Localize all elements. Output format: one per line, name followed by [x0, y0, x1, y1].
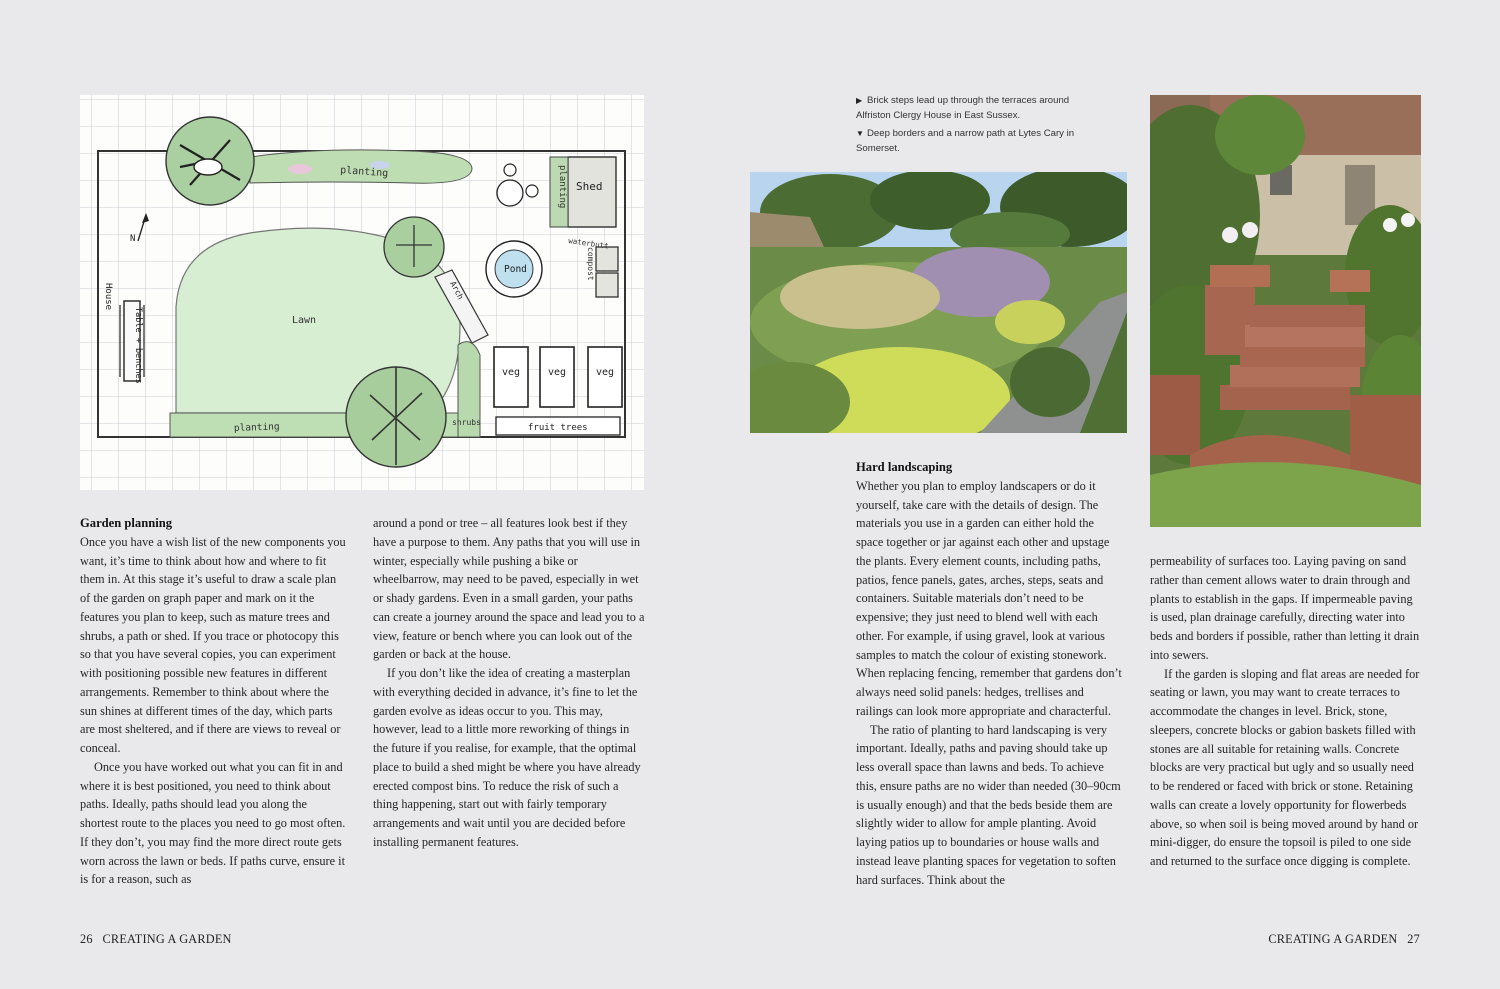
label-fruit-trees: fruit trees [528, 423, 588, 433]
paragraph: permeability of surfaces too. Laying paving on sand rather than cement allows water to drain through and plants to establish in the gaps. If impermeable paving is used, plan drainage carefully, directing water into beds and borders if possible, rather than letting it drain into sewers. [1150, 554, 1420, 662]
paragraph: If you don’t like the idea of creating a masterplan with everything decided in advance, it’s fine to let the garden evolve as ideas occur to you. This may, however, lead to a little more reworking of things in the future if you realise, for example, that the optimal place to build a shed might be where you have already erected compost bins. To reduce the risk of such a thing happening, start out with fairly temporary arrangements and wait until you are decided before installing permanent features. [373, 666, 641, 849]
label-waterbutt: waterbutt [567, 236, 610, 251]
left-column-2 [373, 514, 645, 852]
label-veg-1: veg [502, 367, 521, 378]
label-planting-top: planting [339, 165, 389, 180]
label-planting-side: planting [557, 165, 567, 209]
heading-garden-planning: Garden planning [80, 516, 173, 530]
caption-steps-text: Brick steps lead up through the terraces around Alfriston Clergy House in East Sussex. [856, 95, 1070, 121]
label-house: House [103, 283, 113, 311]
left-column-1 [80, 514, 346, 889]
garden-plan-illustration [80, 95, 644, 490]
heading-hard-landscaping: Hard landscaping [856, 460, 953, 474]
photo-brick-steps-art [1150, 95, 1421, 527]
label-shrubs: shrubs [452, 418, 481, 427]
caption-steps [856, 93, 1086, 123]
paragraph: If the garden is sloping and flat areas are needed for seating or lawn, you may want to create terraces to accommodate the changes in level. Brick, stone, sleepers, concrete blocks or gabion baskets filled with stones are all suitable for retaining walls. Concrete blocks are very practical but ugly and so usually need to be rendered or faced with brick or stone. Retaining walls can create a lovely opportunity for flowerbeds above, so when soil is being moved around by hand or mini-digger, do ensure the topsoil is piled to one side and returned to the surface once digging is complete. [1150, 666, 1420, 868]
garden-plan-drawing [80, 95, 644, 490]
folio-right [1268, 932, 1420, 947]
label-table: Table + benches [133, 307, 143, 384]
right-column-1 [856, 458, 1122, 889]
caption-borders [856, 126, 1086, 156]
label-planting-bottom: planting [233, 421, 280, 434]
label-shed: Shed [576, 180, 603, 193]
folio-left [80, 932, 232, 947]
photo-deep-borders [750, 172, 1127, 433]
paragraph: The ratio of planting to hard landscaping is very important. Ideally, paths and paving should take up less overall space than lawns and beds. To achieve this, ensure paths are no wider than needed (30–90cm is usually enough) and that the beds beside them are slightly wider to allow for ample planting. Avoid laying patios up to boundaries or house walls and instead leave planting spaces for vegetation to soften hard surfaces. Think about the [856, 722, 1121, 887]
photo-brick-steps [1150, 95, 1421, 527]
paragraph: Whether you plan to employ landscapers or do it yourself, take care with the details of design. The materials you use in a garden can either hold the space together or jar against each other and upstage the plants. Every element counts, including paths, patios, fence panels, gates, arches, steps, seats and containers. Suitable materials don’t need to be expensive; they just need to blend well with each other. For example, if using gravel, look at various samples to match the colour of existing stonework. When replacing fencing, remember that gardens don’t always need solid panels: hedges, trellises and railings can look more appropriate and characterful. [856, 478, 1122, 718]
paragraph: Once you have worked out what you can fit in and where it is best positioned, you need to think about paths. Ideally, paths should lead you along the shortest route to the places you need to go most often. If they don’t, you may find the more direct route gets worn across the lawn or beds. If paths curve, ensure it is for a reason, such as [80, 759, 346, 887]
caption-block [856, 93, 1086, 156]
running-head-left: CREATING A GARDEN [102, 932, 232, 946]
triangle-down-icon: ▼ [856, 129, 864, 138]
paragraph: around a pond or tree – all features look best if they have a purpose to them. Any paths that you will use in winter, especially while pushing a bike or wheelbarrow, may need to be paved, especially in wet or shady gardens. Even in a small garden, your paths can create a journey around the space and lead you to a view, feature or bench where you can look out of the garden or back at the house. [373, 516, 645, 662]
label-lawn: Lawn [292, 315, 317, 326]
label-pond: Pond [504, 264, 527, 275]
triangle-right-icon: ▶ [856, 96, 863, 105]
label-compost: compost [586, 247, 595, 281]
label-arch: Arch [448, 279, 466, 301]
running-head-right: CREATING A GARDEN [1268, 932, 1398, 946]
page-number-right: 27 [1407, 932, 1420, 946]
tree-bottom [346, 367, 446, 467]
right-column-2 [1150, 552, 1422, 871]
caption-borders-text: Deep borders and a narrow path at Lytes Cary in Somerset. [856, 128, 1075, 154]
north-label: N [130, 234, 136, 244]
label-veg-3: veg [596, 367, 615, 378]
photo-deep-borders-art [750, 172, 1127, 433]
page-number-left: 26 [80, 932, 93, 946]
tree-top-left [166, 117, 254, 205]
label-veg-2: veg [548, 367, 567, 378]
tree-small [384, 217, 444, 277]
paragraph: Once you have a wish list of the new components you want, it’s time to think about how and where to fit them in. At this stage it’s useful to draw a scale plan of the garden on graph paper and mark on it the features you plan to keep, such as mature trees and shrubs, a path or shed. If you trace or photocopy this so that you have several copies, you can experiment with positioning possible new features in different arrangements. Remember to think about where the sun shines at different times of the day, which parts are most sheltered, and if there are views to reveal or conceal. [80, 534, 346, 755]
